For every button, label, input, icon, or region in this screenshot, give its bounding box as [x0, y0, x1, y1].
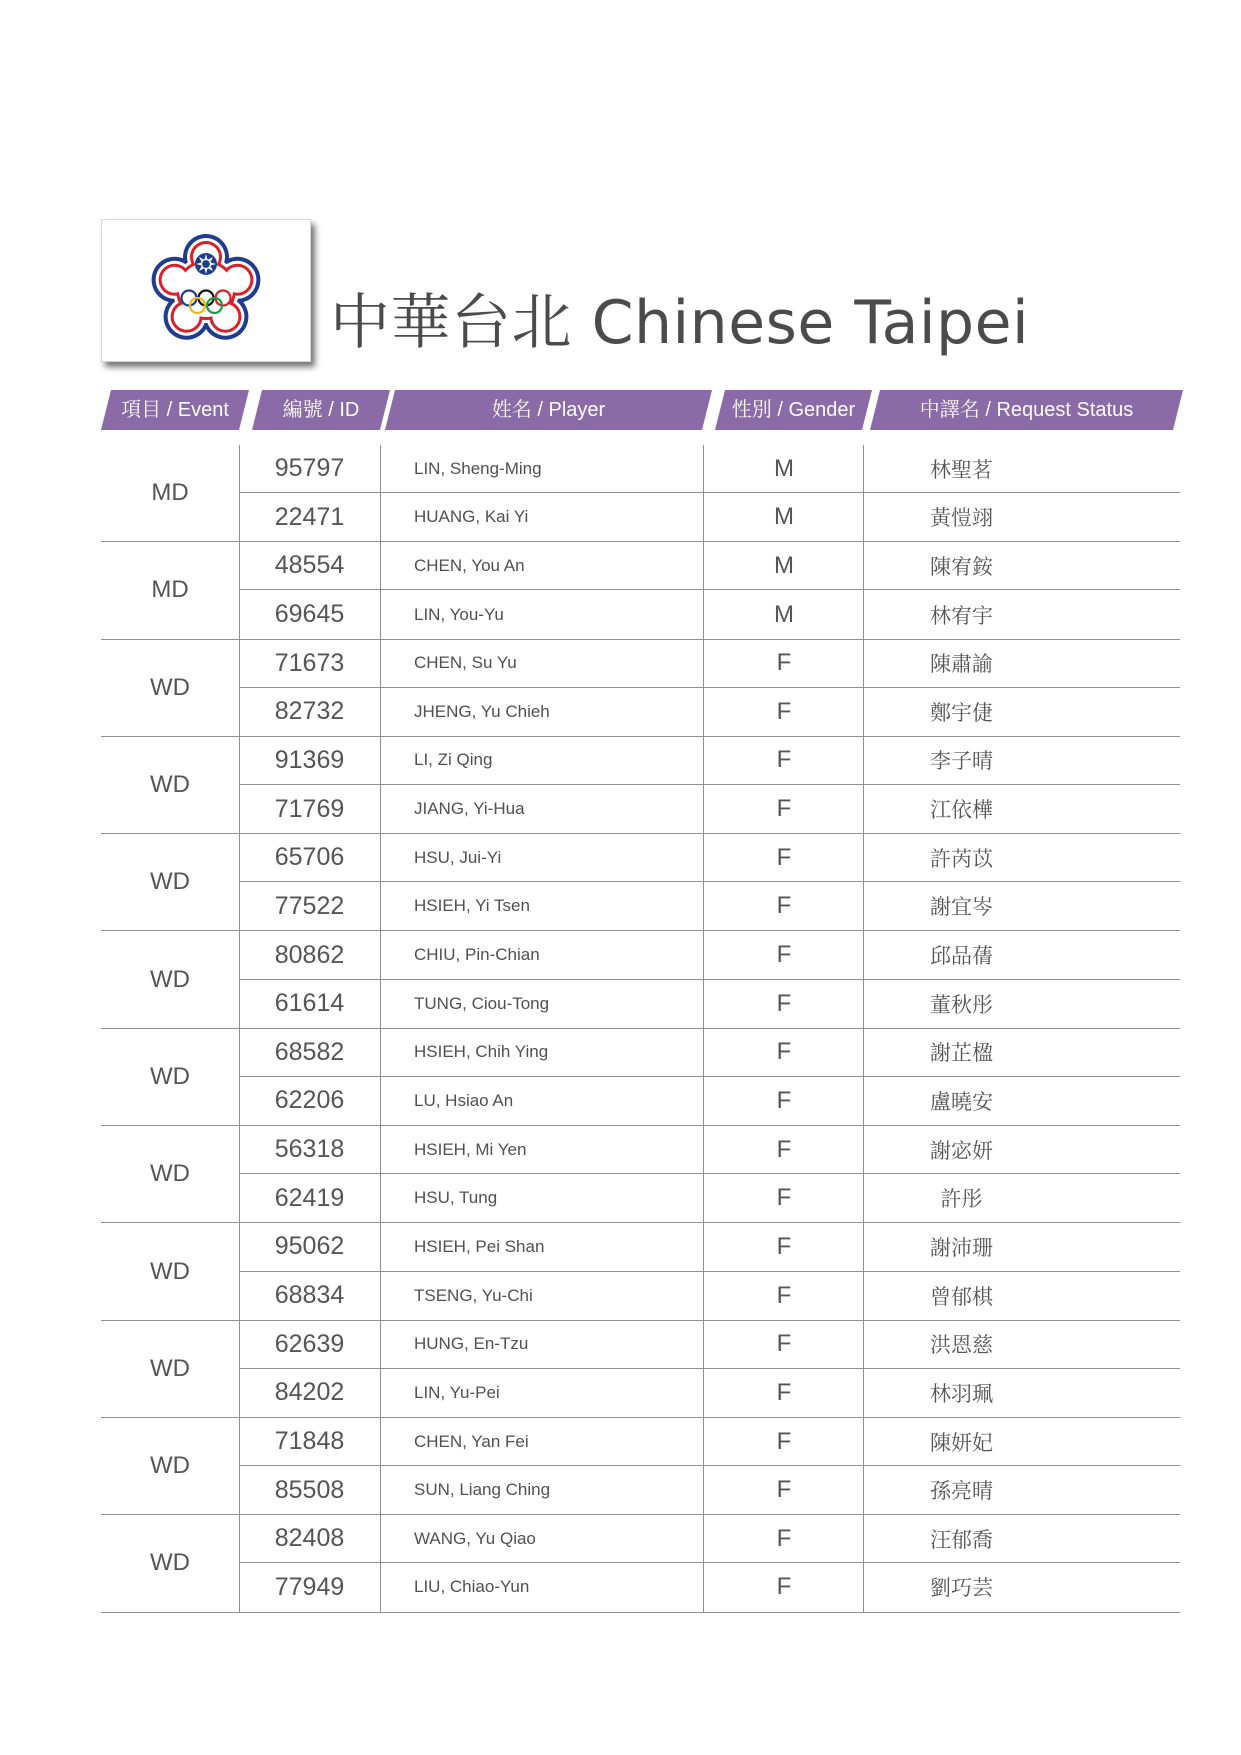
- player-rows: [239, 1418, 1180, 1514]
- player-rows: [239, 445, 1180, 541]
- id-cell: 68834: [274, 1281, 345, 1310]
- gender-cell: M: [703, 493, 864, 541]
- chinese-name-cell: 林羽珮: [863, 1369, 1181, 1417]
- gender-cell: F: [703, 1321, 864, 1368]
- player-rows: [239, 737, 1180, 833]
- table-row: [240, 737, 1180, 785]
- id-cell: 48554: [274, 551, 345, 580]
- table-row: [240, 1369, 1180, 1417]
- player-name-cell: LIN, Yu-Pei: [380, 1369, 703, 1417]
- gender-cell: M: [703, 445, 864, 492]
- id-cell: 80862: [274, 940, 345, 969]
- player-name-cell: HSIEH, Pei Shan: [380, 1223, 703, 1270]
- chinese-name-cell: 黃愷翊: [863, 493, 1181, 541]
- event-cell: MD: [151, 479, 189, 507]
- header-status: [870, 390, 1183, 430]
- player-name-cell: JIANG, Yi-Hua: [380, 785, 703, 833]
- id-cell: 61614: [274, 989, 345, 1018]
- player-name-cell: CHEN, You An: [380, 542, 703, 589]
- page-title: 中華台北 Chinese Taipei: [330, 288, 1030, 358]
- player-name-cell: HSIEH, Mi Yen: [380, 1126, 703, 1173]
- chinese-name-cell: 孫亮晴: [863, 1466, 1181, 1514]
- players-table: [101, 445, 1180, 1613]
- gender-cell: F: [703, 1272, 864, 1320]
- id-cell: 95797: [274, 454, 345, 483]
- id-cell: 65706: [274, 843, 345, 872]
- event-cell: WD: [150, 965, 190, 993]
- id-cell: 85508: [274, 1475, 345, 1504]
- player-name-cell: HSIEH, Yi Tsen: [380, 882, 703, 930]
- chinese-name-cell: 許芮苡: [863, 834, 1181, 881]
- event-group: [101, 1321, 1180, 1418]
- gender-cell: F: [703, 1174, 864, 1222]
- table-row: [240, 1466, 1180, 1514]
- player-name-cell: WANG, Yu Qiao: [380, 1515, 703, 1562]
- table-row: [240, 1563, 1180, 1611]
- id-cell: 82732: [274, 697, 345, 726]
- id-cell: 91369: [274, 745, 345, 774]
- header-gender-label: 性別 / Gender: [731, 399, 856, 421]
- chinese-name-cell: 洪恩慈: [863, 1321, 1181, 1368]
- gender-cell: F: [703, 1563, 864, 1611]
- player-rows: [239, 640, 1180, 736]
- player-name-cell: SUN, Liang Ching: [380, 1466, 703, 1514]
- table-row: [240, 1174, 1180, 1222]
- gender-cell: F: [703, 737, 864, 784]
- table-row: [240, 1321, 1180, 1369]
- event-cell: WD: [150, 868, 190, 896]
- event-cell: MD: [151, 576, 189, 604]
- id-cell: 71769: [274, 794, 345, 823]
- id-cell: 22471: [274, 502, 345, 531]
- player-name-cell: LIU, Chiao-Yun: [380, 1563, 703, 1611]
- event-group: [101, 640, 1180, 737]
- table-row: [240, 785, 1180, 833]
- player-name-cell: TUNG, Ciou-Tong: [380, 980, 703, 1028]
- event-cell: WD: [150, 1354, 190, 1382]
- gender-cell: F: [703, 980, 864, 1028]
- id-cell: 77522: [274, 891, 345, 920]
- event-cell: WD: [150, 1062, 190, 1090]
- chinese-name-cell: 劉巧芸: [863, 1563, 1181, 1611]
- event-group: [101, 737, 1180, 834]
- player-name-cell: LU, Hsiao An: [380, 1077, 703, 1125]
- id-cell: 68582: [274, 1037, 345, 1066]
- table-row: [240, 882, 1180, 930]
- gender-cell: F: [703, 1029, 864, 1076]
- event-group: [101, 1126, 1180, 1223]
- event-group: [101, 1029, 1180, 1126]
- player-rows: [239, 542, 1180, 638]
- player-name-cell: CHEN, Yan Fei: [380, 1418, 703, 1465]
- chinese-name-cell: 盧曉安: [863, 1077, 1181, 1125]
- event-cell: WD: [150, 1549, 190, 1577]
- header-gender: [715, 390, 872, 430]
- table-row: [240, 640, 1180, 688]
- player-name-cell: LI, Zi Qing: [380, 737, 703, 784]
- header-status-label: 中譯名 / Request Status: [919, 399, 1134, 421]
- chinese-name-cell: 江依樺: [863, 785, 1181, 833]
- table-row: [240, 980, 1180, 1028]
- id-cell: 95062: [274, 1232, 345, 1261]
- table-row: [240, 1515, 1180, 1563]
- player-name-cell: LIN, You-Yu: [380, 590, 703, 638]
- chinese-name-cell: 李子晴: [863, 737, 1181, 784]
- event-cell: WD: [150, 1257, 190, 1285]
- player-rows: [239, 931, 1180, 1027]
- chinese-name-cell: 邱品蒨: [863, 931, 1181, 978]
- chinese-name-cell: 鄭宇倢: [863, 688, 1181, 736]
- player-name-cell: HUANG, Kai Yi: [380, 493, 703, 541]
- event-group: [101, 542, 1180, 639]
- chinese-name-cell: 謝沛珊: [863, 1223, 1181, 1270]
- table-row: [240, 931, 1180, 979]
- player-name-cell: CHIU, Pin-Chian: [380, 931, 703, 978]
- id-cell: 56318: [274, 1135, 345, 1164]
- event-group: [101, 1418, 1180, 1515]
- header-id: [252, 390, 390, 430]
- gender-cell: F: [703, 882, 864, 930]
- player-rows: [239, 1126, 1180, 1222]
- gender-cell: F: [703, 931, 864, 978]
- table-row: [240, 1126, 1180, 1174]
- table-row: [240, 542, 1180, 590]
- event-cell: WD: [150, 1452, 190, 1480]
- table-row: [240, 1272, 1180, 1320]
- table-row: [240, 1029, 1180, 1077]
- header-player-label: 姓名 / Player: [491, 399, 606, 421]
- id-cell: 84202: [274, 1378, 345, 1407]
- chinese-name-cell: 陳肅諭: [863, 640, 1181, 687]
- player-name-cell: HUNG, En-Tzu: [380, 1321, 703, 1368]
- event-cell: WD: [150, 1160, 190, 1188]
- gender-cell: F: [703, 1418, 864, 1465]
- chinese-name-cell: 陳宥銨: [863, 542, 1181, 589]
- header-event: [101, 390, 249, 430]
- table-row: [240, 1077, 1180, 1125]
- gender-cell: F: [703, 1223, 864, 1270]
- chinese-name-cell: 陳妍妃: [863, 1418, 1181, 1465]
- player-name-cell: HSIEH, Chih Ying: [380, 1029, 703, 1076]
- chinese-name-cell: 謝芷楹: [863, 1029, 1181, 1076]
- player-name-cell: LIN, Sheng-Ming: [380, 445, 703, 492]
- gender-cell: F: [703, 1077, 864, 1125]
- chinese-name-cell: 謝宜岑: [863, 882, 1181, 930]
- player-rows: [239, 1029, 1180, 1125]
- table-row: [240, 445, 1180, 493]
- player-rows: [239, 1321, 1180, 1417]
- chinese-name-cell: 林宥宇: [863, 590, 1181, 638]
- id-cell: 82408: [274, 1524, 345, 1553]
- event-cell: WD: [150, 771, 190, 799]
- id-cell: 62419: [274, 1183, 345, 1212]
- table-row: [240, 1223, 1180, 1271]
- id-cell: 77949: [274, 1572, 345, 1601]
- player-name-cell: HSU, Tung: [380, 1174, 703, 1222]
- gender-cell: F: [703, 688, 864, 736]
- player-name-cell: TSENG, Yu-Chi: [380, 1272, 703, 1320]
- header-id-label: 編號 / ID: [282, 399, 360, 421]
- gender-cell: F: [703, 640, 864, 687]
- chinese-name-cell: 董秋彤: [863, 980, 1181, 1028]
- event-group: [101, 1223, 1180, 1320]
- id-cell: 62639: [274, 1329, 345, 1358]
- player-name-cell: CHEN, Su Yu: [380, 640, 703, 687]
- table-row: [240, 493, 1180, 541]
- event-group: [101, 445, 1180, 542]
- gender-cell: F: [703, 834, 864, 881]
- table-row: [240, 834, 1180, 882]
- player-name-cell: HSU, Jui-Yi: [380, 834, 703, 881]
- id-cell: 71673: [274, 648, 345, 677]
- chinese-name-cell: 謝宓妍: [863, 1126, 1181, 1173]
- gender-cell: M: [703, 542, 864, 589]
- header-player: [385, 390, 712, 430]
- gender-cell: F: [703, 1369, 864, 1417]
- event-group: [101, 834, 1180, 931]
- table-row: [240, 1418, 1180, 1466]
- id-cell: 69645: [274, 600, 345, 628]
- id-cell: 71848: [274, 1427, 345, 1456]
- event-group: [101, 931, 1180, 1028]
- event-group: [101, 1515, 1180, 1612]
- player-rows: [239, 834, 1180, 930]
- player-name-cell: JHENG, Yu Chieh: [380, 688, 703, 736]
- gender-cell: F: [703, 785, 864, 833]
- chinese-name-cell: 汪郁喬: [863, 1515, 1181, 1562]
- chinese-taipei-flag: [101, 219, 311, 362]
- id-cell: 62206: [274, 1086, 345, 1115]
- chinese-name-cell: 林聖茗: [863, 445, 1181, 492]
- table-row: [240, 688, 1180, 736]
- chinese-name-cell: 曾郁棋: [863, 1272, 1181, 1320]
- header-event-label: 項目 / Event: [121, 399, 229, 421]
- gender-cell: F: [703, 1466, 864, 1514]
- event-cell: WD: [150, 673, 190, 701]
- olympic-flag-icon: [102, 220, 310, 361]
- player-rows: [239, 1515, 1180, 1611]
- table-row: [240, 590, 1180, 638]
- gender-cell: M: [703, 590, 864, 638]
- gender-cell: F: [703, 1515, 864, 1562]
- gender-cell: F: [703, 1126, 864, 1173]
- player-rows: [239, 1223, 1180, 1319]
- chinese-name-cell: 許彤: [863, 1174, 1181, 1222]
